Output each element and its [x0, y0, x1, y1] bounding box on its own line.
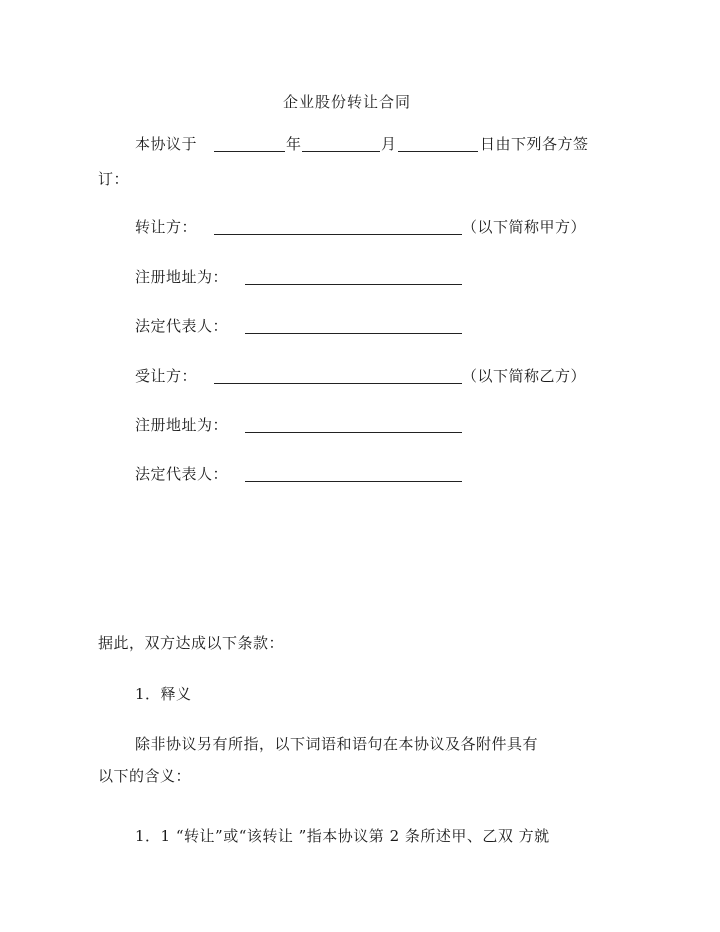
month-blank[interactable]	[302, 151, 380, 152]
clause-1-1: 1．1 “转让”或“该转让 ”指本协议第 2 条所述甲、乙双 方就	[135, 827, 550, 845]
year-blank[interactable]	[214, 151, 285, 152]
transferee-note: （以下简称乙方）	[462, 367, 587, 385]
transferee-rep-label: 法定代表人：	[135, 465, 229, 483]
transferee-rep-blank[interactable]	[245, 481, 462, 482]
section-1-heading: 1．释义	[135, 685, 192, 703]
transferor-name-blank[interactable]	[214, 234, 462, 235]
transferee-address-label: 注册地址为：	[135, 416, 229, 434]
transferor-address-label: 注册地址为：	[135, 268, 229, 286]
agreement-line: 据此，双方达成以下条款：	[98, 634, 285, 652]
section-1-body-line-1: 除非协议另有所指，以下词语和语句在本协议及各附件具有	[135, 735, 539, 753]
transferee-name-blank[interactable]	[214, 383, 462, 384]
transferee-address-blank[interactable]	[245, 432, 462, 433]
intro-year-label: 年	[286, 135, 302, 153]
intro-suffix: 日由下列各方签	[480, 135, 589, 153]
intro-prefix: 本协议于	[135, 135, 198, 153]
transferee-label: 受让方：	[135, 367, 198, 385]
day-blank[interactable]	[398, 151, 478, 152]
transferor-rep-blank[interactable]	[245, 333, 462, 334]
section-1-body-line-2: 以下的含义：	[98, 767, 192, 785]
contract-title: 企业股份转让合同	[283, 93, 412, 111]
transferor-label: 转让方：	[135, 218, 198, 236]
intro-continuation: 订：	[98, 170, 130, 188]
transferor-note: （以下简称甲方）	[462, 218, 587, 236]
transferor-address-blank[interactable]	[245, 284, 462, 285]
transferor-rep-label: 法定代表人：	[135, 317, 229, 335]
intro-month-label: 月	[381, 135, 397, 153]
